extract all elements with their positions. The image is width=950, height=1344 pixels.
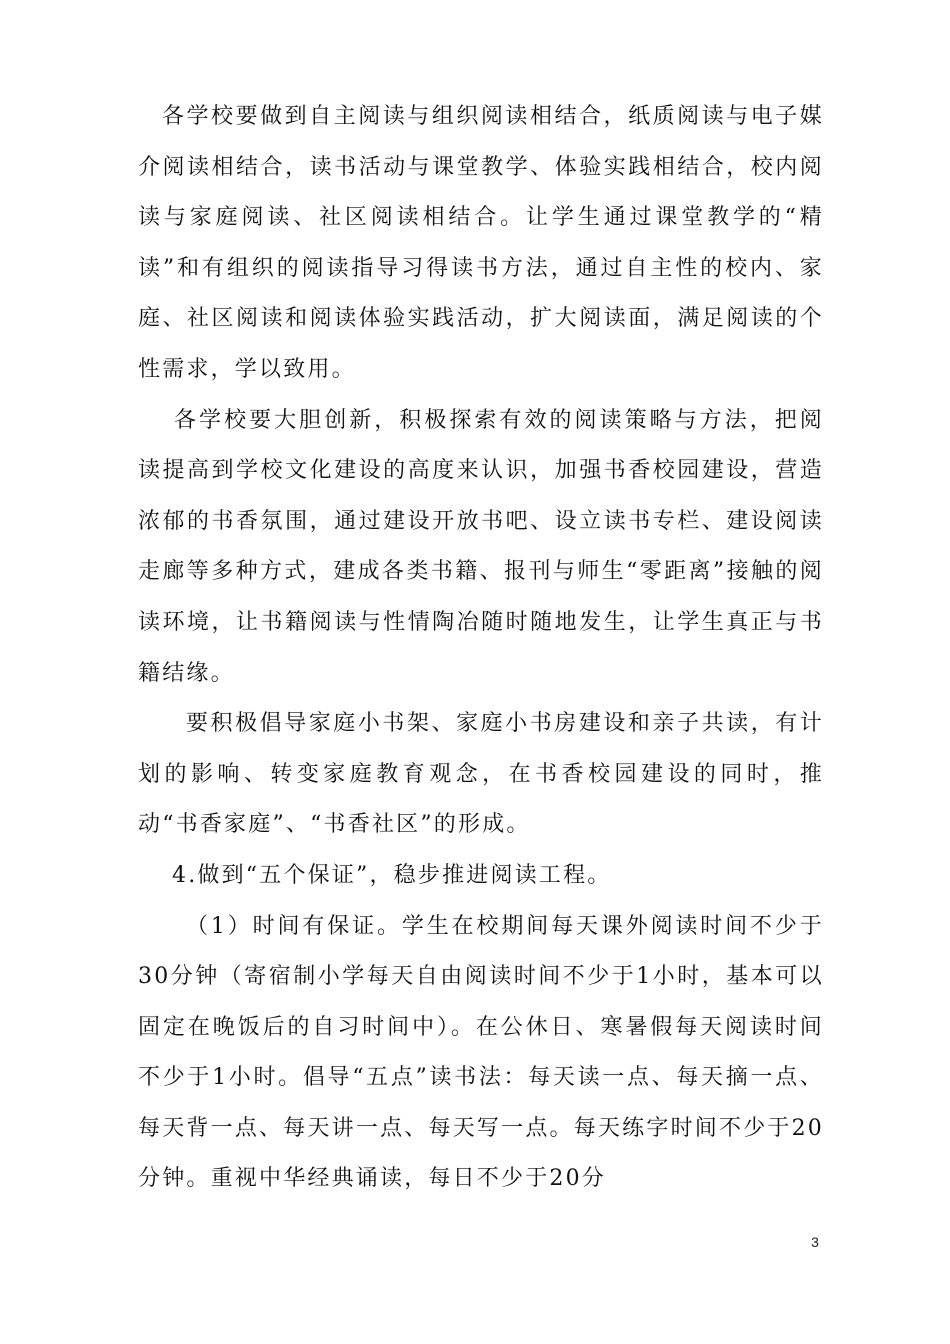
page-number: 3	[811, 1234, 819, 1250]
paragraph-reading-culture: 各学校要大胆创新，积极探索有效的阅读策略与方法，把阅读提高到学校文化建设的高度来认识，加强书香校园建设，营造浓郁的书香氛围，通过建设开放书吧、设立读书专栏、建设阅读走廊等多种方式，建成各类书籍、报刊与师生“零距离”接触的阅读环境，让书籍阅读与性情陶冶随时随地发生，让学生真正与书籍结缘。	[138, 407, 824, 686]
document-body	[138, 92, 824, 1205]
paragraph-time-guarantee: （1）时间有保证。学生在校期间每天课外阅读时间不少于30分钟（寄宿制小学每天自由阅读时间不少于1小时，基本可以固定在晚饭后的自习时间中）。在公休日、寒暑假每天阅读时间不少于1小时。倡导“五点”读书法：每天读一点、每天摘一点、每天背一点、每天讲一点、每天写一点。每天练字时间不少于20分钟。重视中华经典诵读，每日不少于20分	[138, 913, 824, 1192]
paragraph-family-reading: 要积极倡导家庭小书架、家庭小书房建设和亲子共读，有计划的影响、转变家庭教育观念，在书香校园建设的同时，推动“书香家庭”、“书香社区”的形成。	[138, 711, 824, 838]
paragraph-reading-combination: 各学校要做到自主阅读与组织阅读相结合，纸质阅读与电子媒介阅读相结合，读书活动与课堂教学、体验实践相结合，校内阅读与家庭阅读、社区阅读相结合。让学生通过课堂教学的“精读”和有组织的阅读指导习得读书方法，通过自主性的校内、家庭、社区阅读和阅读体验实践活动，扩大阅读面，满足阅读的个性需求，学以致用。	[138, 104, 824, 382]
paragraph-five-guarantees-heading: 4.做到“五个保证”，稳步推进阅读工程。	[172, 862, 612, 888]
